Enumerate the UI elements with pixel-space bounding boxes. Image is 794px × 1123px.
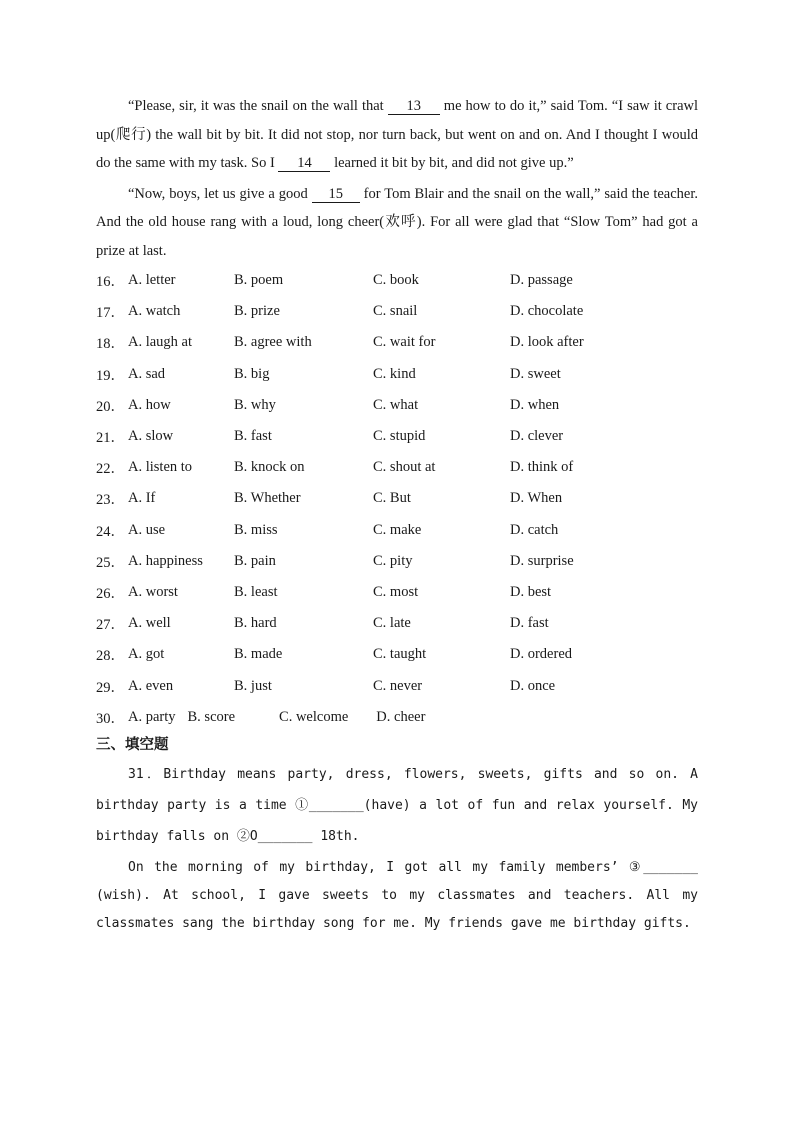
option-d: D. best — [510, 583, 552, 600]
option-c: C. most — [373, 583, 419, 600]
option-a: A. slow — [128, 428, 174, 445]
option-d: D. When — [510, 490, 563, 507]
option-d: D. cheer — [376, 708, 426, 725]
option-b: B. poem — [234, 272, 284, 289]
option-c: C. late — [373, 615, 411, 632]
option-b: B. knock on — [234, 459, 305, 476]
question-number: 19． — [96, 367, 125, 384]
option-d: D. sweet — [510, 365, 561, 382]
question-row — [96, 670, 698, 701]
option-b: B. hard — [234, 615, 277, 632]
passage-paragraph-1 — [96, 92, 698, 178]
fill-blank-1: _______ — [308, 797, 364, 813]
answer-blank-15 — [312, 186, 360, 203]
option-a: A. party — [128, 708, 176, 725]
option-c: C. stupid — [373, 428, 426, 445]
option-a: A. sad — [128, 365, 166, 382]
question-number: 28． — [96, 648, 125, 665]
passage-text: learned it bit by bit, and did not give up.” — [334, 155, 574, 171]
option-c: C. never — [373, 677, 423, 694]
option-c: C. shout at — [373, 459, 436, 476]
option-b: B. made — [234, 646, 283, 663]
fill-text: (have) a lot of fun and relax yourself. My birthday falls on ②O — [96, 797, 698, 844]
option-d: D. think of — [510, 459, 574, 476]
fill-text: 31．Birthday means party, dress, flowers, sweets, gifts and so on. A birthday party is a time ① — [96, 766, 698, 813]
passage-text: for Tom Blair and the snail on the wall,” said the teacher. And the old house rang with a loud, long cheer(欢呼). For all were glad that “Slow Tom” had got a prize at last. — [96, 185, 699, 259]
option-b: B. least — [234, 583, 278, 600]
option-a: A. happiness — [128, 552, 203, 569]
question-number: 23． — [96, 492, 125, 509]
option-b: B. fast — [234, 428, 272, 445]
option-d: D. once — [510, 677, 556, 694]
option-c: C. snail — [373, 303, 418, 320]
option-b: B. big — [234, 365, 270, 382]
blank-number: 15 — [328, 185, 343, 202]
fill-text: (wish). At school, I gave sweets to my classmates and teachers. All my classmates sang the birthday song for me. My friends gave me birthday gifts. — [96, 887, 698, 931]
question-number: 30． — [96, 710, 125, 727]
question-row — [96, 515, 698, 546]
option-c: C. taught — [373, 646, 427, 663]
option-b: B. prize — [234, 303, 280, 320]
question-number: 22． — [96, 461, 125, 478]
question-number: 25． — [96, 554, 125, 571]
answer-blank-13 — [388, 98, 440, 115]
option-d: D. clever — [510, 428, 564, 445]
option-d: D. passage — [510, 272, 573, 289]
option-c: C. book — [373, 272, 419, 289]
question-number: 18． — [96, 336, 125, 353]
question-row-30 — [96, 702, 698, 733]
option-c: C. pity — [373, 552, 413, 569]
passage-text: “Now, boys, let us give a good — [128, 185, 308, 202]
option-b: B. why — [234, 396, 276, 413]
question-row — [96, 265, 698, 296]
question-list — [96, 265, 698, 702]
option-a: A. even — [128, 677, 174, 694]
question-row — [96, 483, 698, 514]
fill-blank-3: _______ — [643, 859, 698, 875]
option-a: A. worst — [128, 583, 178, 600]
question-row — [96, 452, 698, 483]
passage-paragraph-2 — [96, 180, 698, 266]
option-b: B. score — [187, 708, 236, 725]
fill-blank-2: _______ — [257, 828, 313, 844]
question-number: 29． — [96, 679, 125, 696]
option-a: A. letter — [128, 272, 176, 289]
question-number: 24． — [96, 523, 125, 540]
fill-paragraph-2 — [96, 854, 698, 938]
fill-paragraph-1 — [96, 759, 698, 852]
option-a: A. listen to — [128, 459, 193, 476]
question-row — [96, 296, 698, 327]
option-c: C. But — [373, 490, 411, 507]
question-row — [96, 577, 698, 608]
question-row — [96, 608, 698, 639]
answer-blank-14 — [278, 155, 330, 172]
option-a: A. got — [128, 646, 165, 663]
option-d: D. fast — [510, 615, 549, 632]
passage-text: me how to do it,” said Tom. “I saw it crawl up(爬行) the wall bit by bit. It did not stop, nor turn back, but went on and on. And I thought I would do the same with my task. So I — [96, 98, 699, 171]
passage-text: “Please, sir, it was the snail on the wall that — [128, 98, 384, 114]
option-a: A. If — [128, 490, 156, 507]
question-row — [96, 421, 698, 452]
option-d: D. catch — [510, 521, 559, 538]
option-d: D. surprise — [510, 552, 574, 569]
option-a: A. well — [128, 615, 171, 632]
option-d: D. look after — [510, 334, 584, 351]
question-number: 17． — [96, 305, 125, 322]
question-number: 26． — [96, 585, 125, 602]
option-d: D. chocolate — [510, 303, 584, 320]
option-d: D. when — [510, 396, 560, 413]
option-b: B. just — [234, 677, 272, 694]
question-number: 20． — [96, 398, 125, 415]
option-b: B. miss — [234, 521, 278, 538]
blank-number: 13 — [406, 98, 421, 114]
blank-number: 14 — [297, 155, 312, 171]
option-c: C. what — [373, 396, 419, 413]
option-d: D. ordered — [510, 646, 573, 663]
question-row — [96, 327, 698, 358]
option-a: A. how — [128, 396, 171, 413]
question-number: 27． — [96, 617, 125, 634]
worksheet-page — [96, 92, 698, 938]
question-row — [96, 639, 698, 670]
option-b: B. Whether — [234, 490, 301, 507]
question-row — [96, 546, 698, 577]
question-number: 16． — [96, 274, 125, 291]
option-c: C. wait for — [373, 334, 436, 351]
option-a: A. use — [128, 521, 166, 538]
question-row — [96, 390, 698, 421]
option-b: B. pain — [234, 552, 276, 569]
question-row — [96, 359, 698, 390]
option-b: B. agree with — [234, 334, 312, 351]
fill-text: On the morning of my birthday, I got all my family members’ ③ — [128, 859, 644, 875]
option-a: A. laugh at — [128, 334, 193, 351]
section-title: 三、填空题 — [96, 736, 169, 753]
option-a: A. watch — [128, 303, 181, 320]
question-number: 21． — [96, 430, 125, 447]
option-c: C. make — [373, 521, 422, 538]
option-c: C. welcome — [279, 708, 349, 725]
fill-text: 18th. — [312, 828, 360, 844]
option-c: C. kind — [373, 365, 416, 382]
